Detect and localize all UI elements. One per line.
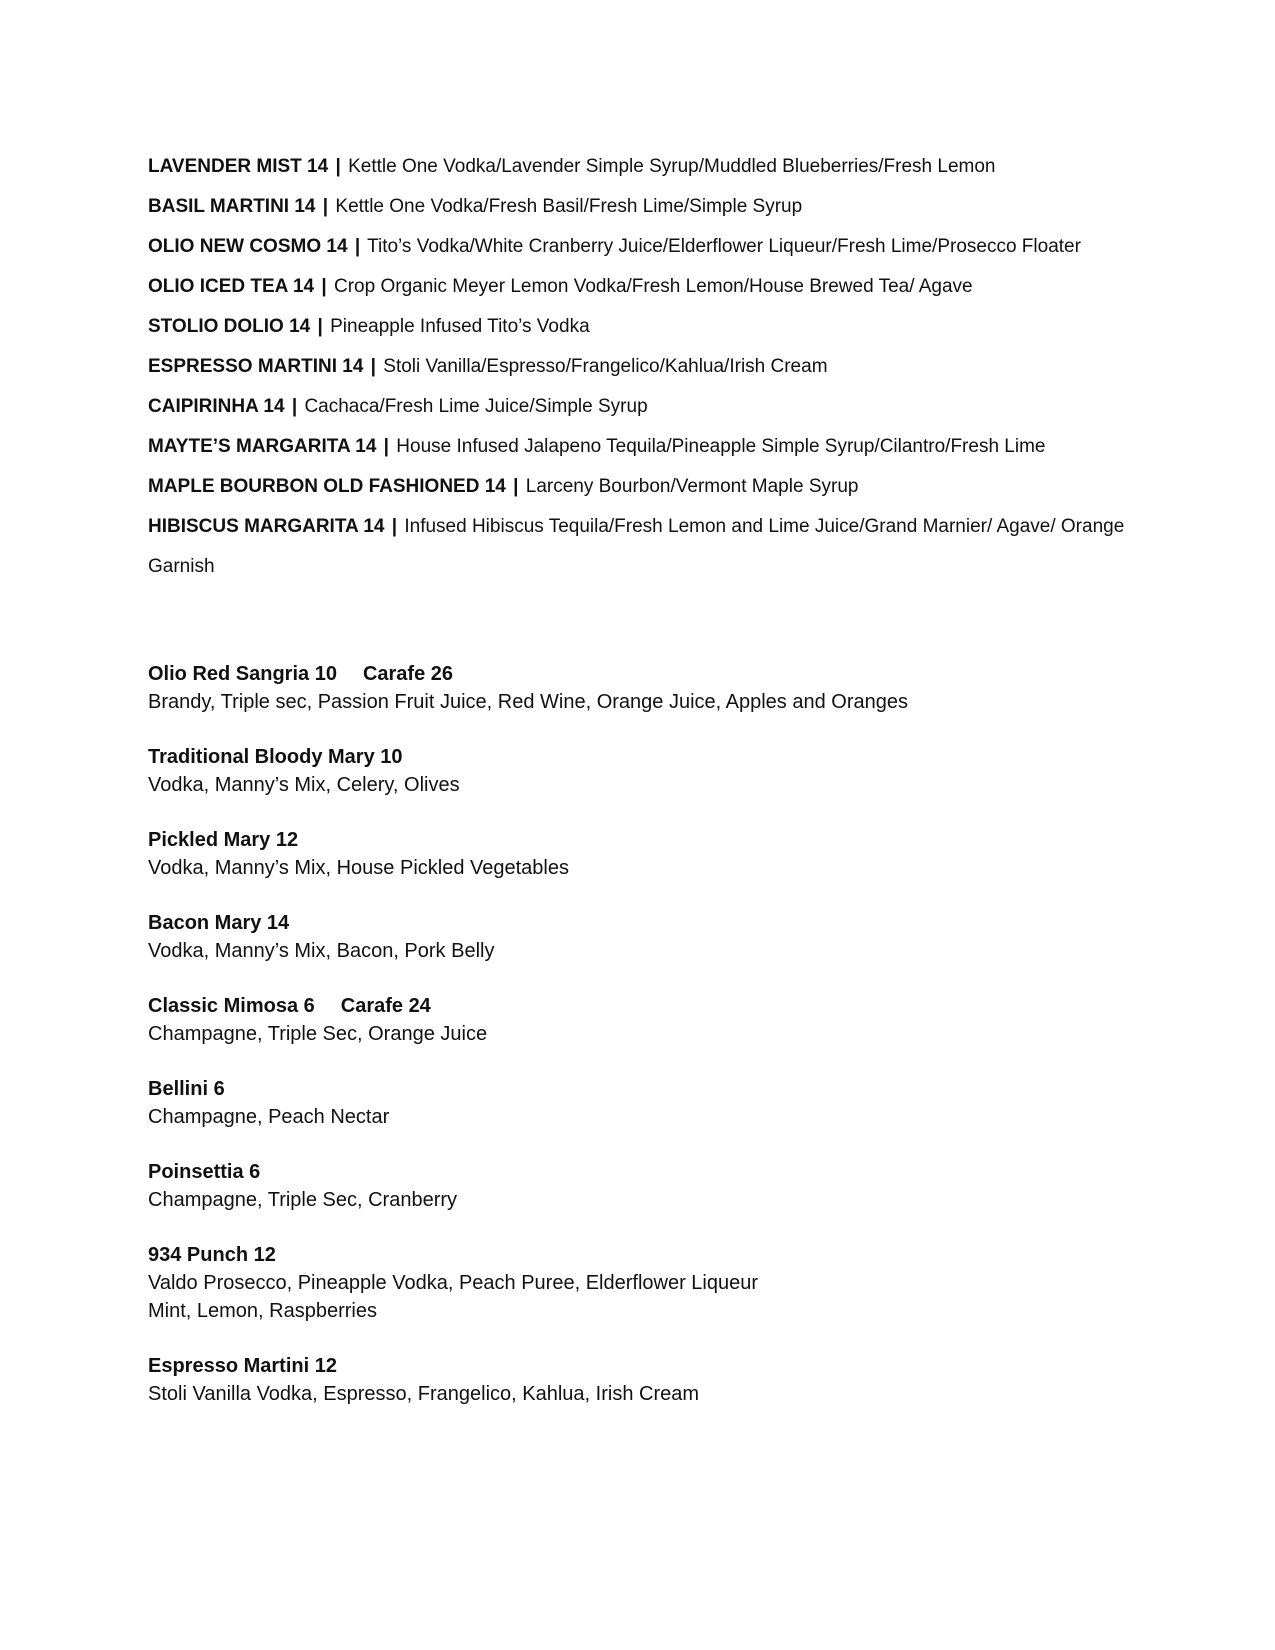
cocktail-item [148, 267, 1148, 307]
cocktail-item [148, 427, 1148, 467]
brunch-drink-description: Champagne, Triple Sec, Orange Juice [148, 1023, 488, 1045]
cocktail-name: CAIPIRINHA 14 [148, 396, 285, 417]
brunch-drink-description: Stoli Vanilla Vodka, Espresso, Frangelico, Kahlua, Irish Cream [148, 1383, 700, 1405]
cocktail-ingredients: Kettle One Vodka/Fresh Basil/Fresh Lime/Simple Syrup [335, 196, 803, 217]
brunch-drink-item [148, 909, 1148, 965]
cocktail-separator: | [370, 356, 376, 377]
cocktail-item [148, 187, 1148, 227]
brunch-drink-item [148, 1158, 1148, 1214]
brunch-drink-item [148, 743, 1148, 799]
cocktail-list [148, 147, 1148, 587]
cocktail-ingredients: House Infused Jalapeno Tequila/Pineapple Simple Syrup/Cilantro/Fresh Lime [396, 436, 1046, 457]
brunch-drink-heading [148, 743, 1148, 771]
brunch-drink-heading [148, 1075, 1148, 1103]
brunch-drink-description: Valdo Prosecco, Pineapple Vodka, Peach Puree, Elderflower Liqueur [148, 1272, 759, 1294]
brunch-drink-item [148, 992, 1148, 1048]
brunch-drink-description: Vodka, Manny’s Mix, Bacon, Pork Belly [148, 940, 495, 962]
brunch-drink-heading [148, 660, 1148, 688]
brunch-drink-title: Olio Red Sangria 10 [148, 663, 337, 685]
brunch-drink-heading [148, 826, 1148, 854]
brunch-drink-title: Pickled Mary 12 [148, 829, 299, 851]
brunch-drink-description: Mint, Lemon, Raspberries [148, 1300, 377, 1322]
cocktail-ingredients: Stoli Vanilla/Espresso/Frangelico/Kahlua/Irish Cream [383, 356, 828, 377]
cocktail-separator: | [291, 396, 298, 417]
brunch-drink-item [148, 660, 1148, 716]
cocktail-separator: | [335, 156, 341, 177]
cocktail-name: MAPLE BOURBON OLD FASHIONED 14 [148, 476, 506, 497]
brunch-drink-description: Brandy, Triple sec, Passion Fruit Juice, Red Wine, Orange Juice, Apples and Oranges [148, 691, 908, 713]
brunch-drinks-list [148, 660, 1148, 1435]
cocktail-separator: | [513, 476, 519, 497]
brunch-drink-title: Espresso Martini 12 [148, 1355, 337, 1377]
cocktail-name: STOLIO DOLIO 14 [148, 316, 311, 337]
cocktail-separator: | [322, 196, 329, 217]
cocktail-item [148, 307, 1148, 347]
cocktail-ingredients: Infused Hibiscus Tequila/Fresh Lemon and Lime Juice/Grand Marnier/ Agave/ Orange Garnish [148, 516, 1125, 577]
carafe-price: Carafe 24 [340, 995, 431, 1017]
brunch-drink-item [148, 1075, 1148, 1131]
cocktail-name: ESPRESSO MARTINI 14 [148, 356, 364, 377]
cocktail-item [148, 467, 1148, 507]
brunch-drink-description: Champagne, Peach Nectar [148, 1106, 390, 1128]
brunch-drink-heading [148, 1352, 1148, 1380]
cocktail-item [148, 387, 1148, 427]
cocktail-separator: | [383, 436, 389, 457]
brunch-drink-item [148, 1241, 1148, 1325]
cocktail-separator: | [391, 516, 398, 537]
carafe-price: Carafe 26 [362, 663, 454, 685]
cocktail-ingredients: Crop Organic Meyer Lemon Vodka/Fresh Lemon/House Brewed Tea/ Agave [334, 276, 973, 297]
cocktail-name: MAYTE’S MARGARITA 14 [148, 436, 377, 457]
brunch-drink-heading [148, 1241, 1148, 1269]
cocktail-name: OLIO NEW COSMO 14 [148, 236, 348, 257]
cocktail-item [148, 507, 1148, 587]
cocktail-ingredients: Pineapple Infused Tito’s Vodka [330, 316, 590, 337]
cocktail-separator: | [321, 276, 327, 297]
cocktail-separator: | [317, 316, 323, 337]
brunch-drink-heading [148, 909, 1148, 937]
brunch-drink-title: 934 Punch 12 [148, 1244, 276, 1266]
cocktail-separator: | [354, 236, 361, 257]
cocktail-ingredients: Kettle One Vodka/Lavender Simple Syrup/Muddled Blueberries/Fresh Lemon [348, 156, 996, 177]
brunch-drink-title: Traditional Bloody Mary 10 [148, 746, 403, 768]
brunch-drink-title: Bellini 6 [148, 1078, 225, 1100]
cocktail-item [148, 147, 1148, 187]
cocktail-name: BASIL MARTINI 14 [148, 196, 316, 217]
cocktail-name: HIBISCUS MARGARITA 14 [148, 516, 385, 537]
cocktail-name: LAVENDER MIST 14 [148, 156, 329, 177]
brunch-drink-heading [148, 1158, 1148, 1186]
brunch-drink-description: Vodka, Manny’s Mix, House Pickled Vegetables [148, 857, 569, 879]
brunch-drink-title: Classic Mimosa 6 [148, 995, 315, 1017]
cocktail-ingredients: Cachaca/Fresh Lime Juice/Simple Syrup [304, 396, 648, 417]
cocktail-name: OLIO ICED TEA 14 [148, 276, 315, 297]
cocktail-ingredients: Tito’s Vodka/White Cranberry Juice/Elderflower Liqueur/Fresh Lime/Prosecco Floater [367, 236, 1081, 257]
cocktail-item [148, 227, 1148, 267]
brunch-drink-description: Champagne, Triple Sec, Cranberry [148, 1189, 458, 1211]
brunch-drink-title: Poinsettia 6 [148, 1161, 261, 1183]
brunch-drink-heading [148, 992, 1148, 1020]
brunch-drink-title: Bacon Mary 14 [148, 912, 290, 934]
brunch-drink-item [148, 826, 1148, 882]
cocktail-ingredients: Larceny Bourbon/Vermont Maple Syrup [525, 476, 859, 497]
brunch-drink-description: Vodka, Manny’s Mix, Celery, Olives [148, 774, 460, 796]
cocktail-item [148, 347, 1148, 387]
brunch-drink-item [148, 1352, 1148, 1408]
